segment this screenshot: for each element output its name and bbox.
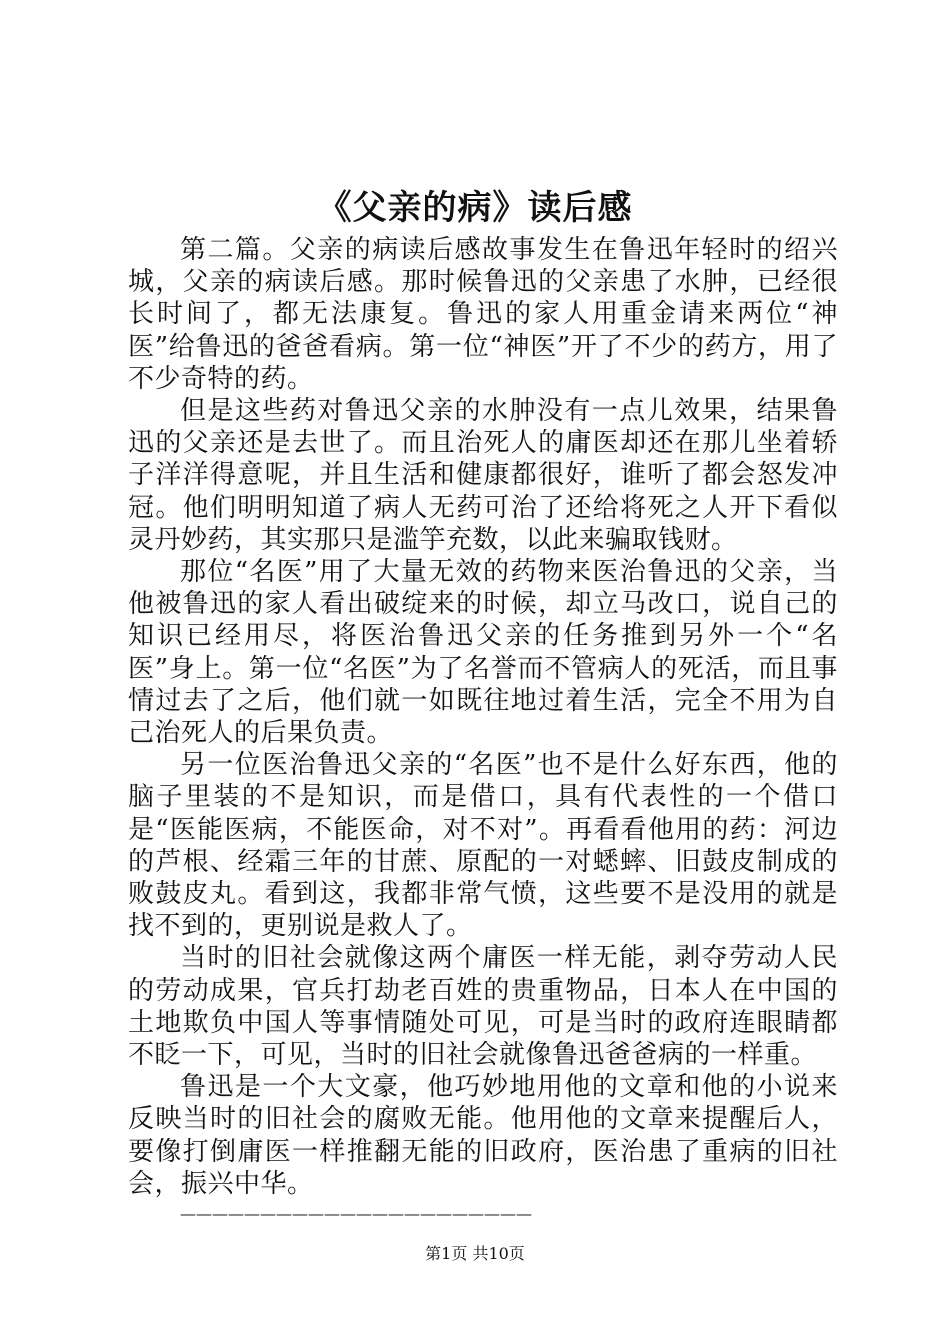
paragraph: 另一位医治鲁迅父亲的“名医”也不是什么好东西，他的脑子里装的不是知识，而是借口，具有代表性的一个借口是“医能医病，不能医命，对不对”。再看看他用的药：河边的芦根、经霜三年的甘蔗、原配的一对蟋蟀、旧鼓皮制成的败鼓皮丸。看到这，我都非常气愤，这些要不是没用的就是找不到的，更别说是救人了。 — [128, 750, 838, 942]
paragraph: 但是这些药对鲁迅父亲的水肿没有一点儿效果，结果鲁迅的父亲还是去世了。而且治死人的庸医却还在那儿坐着轿子洋洋得意呢，并且生活和健康都很好，谁听了都会怒发冲冠。他们明明知道了病人无药可治了还给将死之人开下看似灵丹妙药，其实那只是滥竽充数，以此来骗取钱财。 — [128, 396, 838, 555]
separator-line: —————————————————————— — [180, 1204, 532, 1224]
paragraph: 第二篇。父亲的病读后感故事发生在鲁迅年轻时的绍兴城，父亲的病读后感。那时候鲁迅的父亲患了水肿，已经很长时间了，都无法康复。鲁迅的家人用重金请来两位“神医”给鲁迅的爸爸看病。第一位“神医”开了不少的药方，用了不少奇特的药。 — [128, 235, 838, 394]
paragraph: 鲁迅是一个大文豪，他巧妙地用他的文章和他的小说来反映当时的旧社会的腐败无能。他用他的文章来提醒后人，要像打倒庸医一样推翻无能的旧政府，医治患了重病的旧社会，振兴中华。 — [128, 1072, 838, 1199]
paragraph: 那位“名医”用了大量无效的药物来医治鲁迅的父亲，当他被鲁迅的家人看出破绽来的时候，却立马改口，说自己的知识已经用尽，将医治鲁迅父亲的任务推到另外一个“名医”身上。第一位“名医”为了名誉而不管病人的死活，而且事情过去了之后，他们就一如既往地过着生活，完全不用为自己治死人的后果负责。 — [128, 557, 838, 749]
document-title: 《父亲的病》读后感 — [317, 188, 633, 228]
paragraph: 当时的旧社会就像这两个庸医一样无能，剥夺劳动人民的劳动成果，官兵打劫老百姓的贵重物品，日本人在中国的土地欺负中国人等事情随处可见，可是当时的政府连眼睛都不眨一下，可见，当时的旧社会就像鲁迅爸爸病的一样重。 — [128, 943, 838, 1071]
page-footer: 第1页 共10页 — [425, 1244, 525, 1263]
document-body — [128, 234, 838, 1224]
